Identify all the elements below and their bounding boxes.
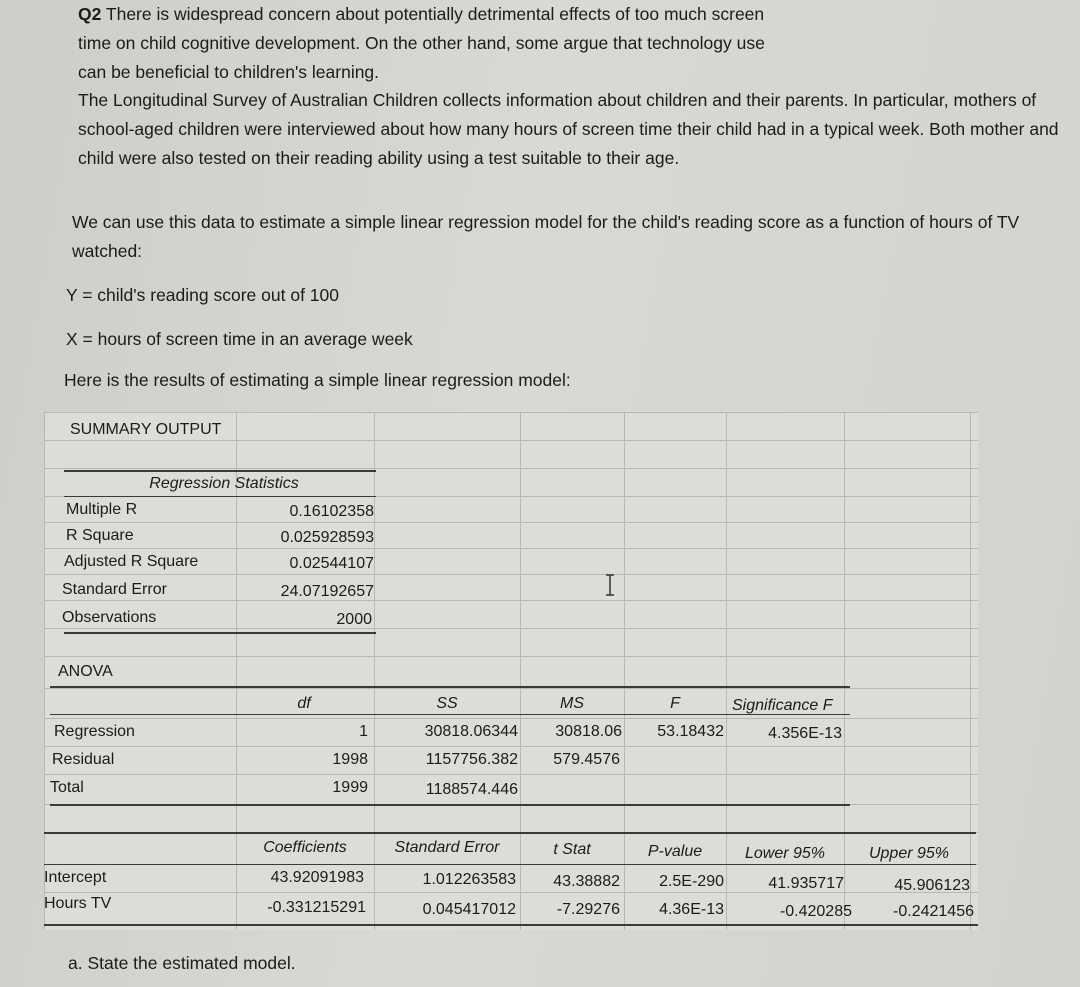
anova-row-label-residual: Residual bbox=[52, 751, 115, 768]
anova-regression-significance: 4.356E-13 bbox=[768, 725, 842, 742]
coef-row-label-intercept: Intercept bbox=[44, 869, 107, 886]
text-cursor-icon bbox=[604, 574, 616, 596]
intro-line-3: can be beneficial to children's learning. bbox=[78, 62, 380, 82]
coef-hours-tv-lower: -0.420285 bbox=[779, 903, 852, 920]
anova-regression-df: 1 bbox=[359, 723, 368, 740]
coef-hours-tv-se: 0.045417012 bbox=[422, 901, 516, 918]
coef-intercept-lower: 41.935717 bbox=[768, 875, 844, 892]
anova-residual-df: 1998 bbox=[332, 751, 368, 768]
regression-statistics-header: Regression Statistics bbox=[149, 475, 299, 492]
coef-intercept-p: 2.5E-290 bbox=[659, 873, 724, 890]
results-intro: Here is the results of estimating a simple linear regression model: bbox=[64, 370, 571, 390]
anova-total-df: 1999 bbox=[332, 779, 368, 796]
stat-value-r-square: 0.025928593 bbox=[280, 529, 374, 546]
coef-hours-tv-p: 4.36E-13 bbox=[659, 901, 724, 918]
stat-label-standard-error: Standard Error bbox=[62, 581, 167, 598]
coef-hours-tv-coefficient: -0.331215291 bbox=[267, 899, 366, 916]
coef-header-p-value: P-value bbox=[647, 843, 703, 860]
coef-header-coefficients: Coefficients bbox=[263, 839, 347, 856]
intro-line-1: There is widespread concern about potentially detrimental effects of too much screen bbox=[105, 4, 765, 24]
coef-intercept-upper: 45.906123 bbox=[894, 877, 970, 894]
coef-header-t-stat: t Stat bbox=[553, 841, 591, 858]
survey-paragraph: The Longitudinal Survey of Australian Children collects information about children and their parents. In particular, mothers of school-aged children were interviewed about how many hours of screen time their child had in a typical week. Both mother and child were also tested on their reading ability using a test suitable to their age. bbox=[78, 90, 1059, 168]
stat-value-multiple-r: 0.16102358 bbox=[289, 503, 374, 520]
model-paragraph: We can use this data to estimate a simple linear regression model for the child's reading score as a function of hours of TV watched: bbox=[72, 212, 1020, 261]
coef-header-upper-95: Upper 95% bbox=[868, 845, 950, 862]
stat-label-observations: Observations bbox=[62, 609, 157, 626]
anova-regression-ms: 30818.06 bbox=[555, 723, 622, 740]
stat-label-adj-r-square: Adjusted R Square bbox=[64, 553, 199, 570]
anova-row-label-total: Total bbox=[50, 779, 84, 796]
coef-header-standard-error: Standard Error bbox=[394, 839, 500, 856]
stat-value-adj-r-square: 0.02544107 bbox=[289, 555, 374, 572]
summary-title: SUMMARY OUTPUT bbox=[70, 421, 222, 438]
coef-intercept-se: 1.012263583 bbox=[422, 871, 516, 888]
stat-label-r-square: R Square bbox=[66, 527, 134, 544]
coef-row-label-hours-tv: Hours TV bbox=[44, 895, 112, 912]
anova-title: ANOVA bbox=[58, 663, 113, 680]
anova-header-f: F bbox=[670, 695, 680, 712]
stat-label-multiple-r: Multiple R bbox=[66, 501, 138, 518]
anova-residual-ms: 579.4576 bbox=[553, 751, 620, 768]
anova-regression-ss: 30818.06344 bbox=[424, 723, 518, 740]
regression-output-sheet bbox=[44, 412, 978, 930]
anova-regression-f: 53.18432 bbox=[657, 723, 724, 740]
question-intro bbox=[78, 0, 1078, 87]
intro-line-2: time on child cognitive development. On the other hand, some argue that technology use bbox=[78, 33, 765, 53]
coef-header-lower-95: Lower 95% bbox=[744, 845, 826, 862]
coef-intercept-t: 43.38882 bbox=[553, 873, 620, 890]
anova-header-ss: SS bbox=[436, 695, 458, 712]
coef-intercept-coefficient: 43.92091983 bbox=[270, 869, 364, 886]
coef-hours-tv-upper: -0.2421456 bbox=[893, 903, 974, 920]
stat-value-standard-error: 24.07192657 bbox=[280, 583, 374, 600]
y-definition: Y = child's reading score out of 100 bbox=[66, 285, 339, 305]
question-number: Q2 bbox=[78, 4, 102, 24]
coef-hours-tv-t: -7.29276 bbox=[556, 901, 620, 918]
anova-header-ms: MS bbox=[560, 695, 584, 712]
anova-row-label-regression: Regression bbox=[54, 723, 135, 740]
anova-residual-ss: 1157756.382 bbox=[425, 751, 518, 768]
anova-total-ss: 1188574.446 bbox=[425, 781, 518, 798]
part-a-question: a. State the estimated model. bbox=[68, 953, 296, 973]
x-definition: X = hours of screen time in an average week bbox=[66, 329, 413, 349]
stat-value-observations: 2000 bbox=[336, 611, 372, 628]
anova-header-df: df bbox=[297, 695, 311, 712]
anova-header-significance-f: Significance F bbox=[732, 697, 833, 714]
